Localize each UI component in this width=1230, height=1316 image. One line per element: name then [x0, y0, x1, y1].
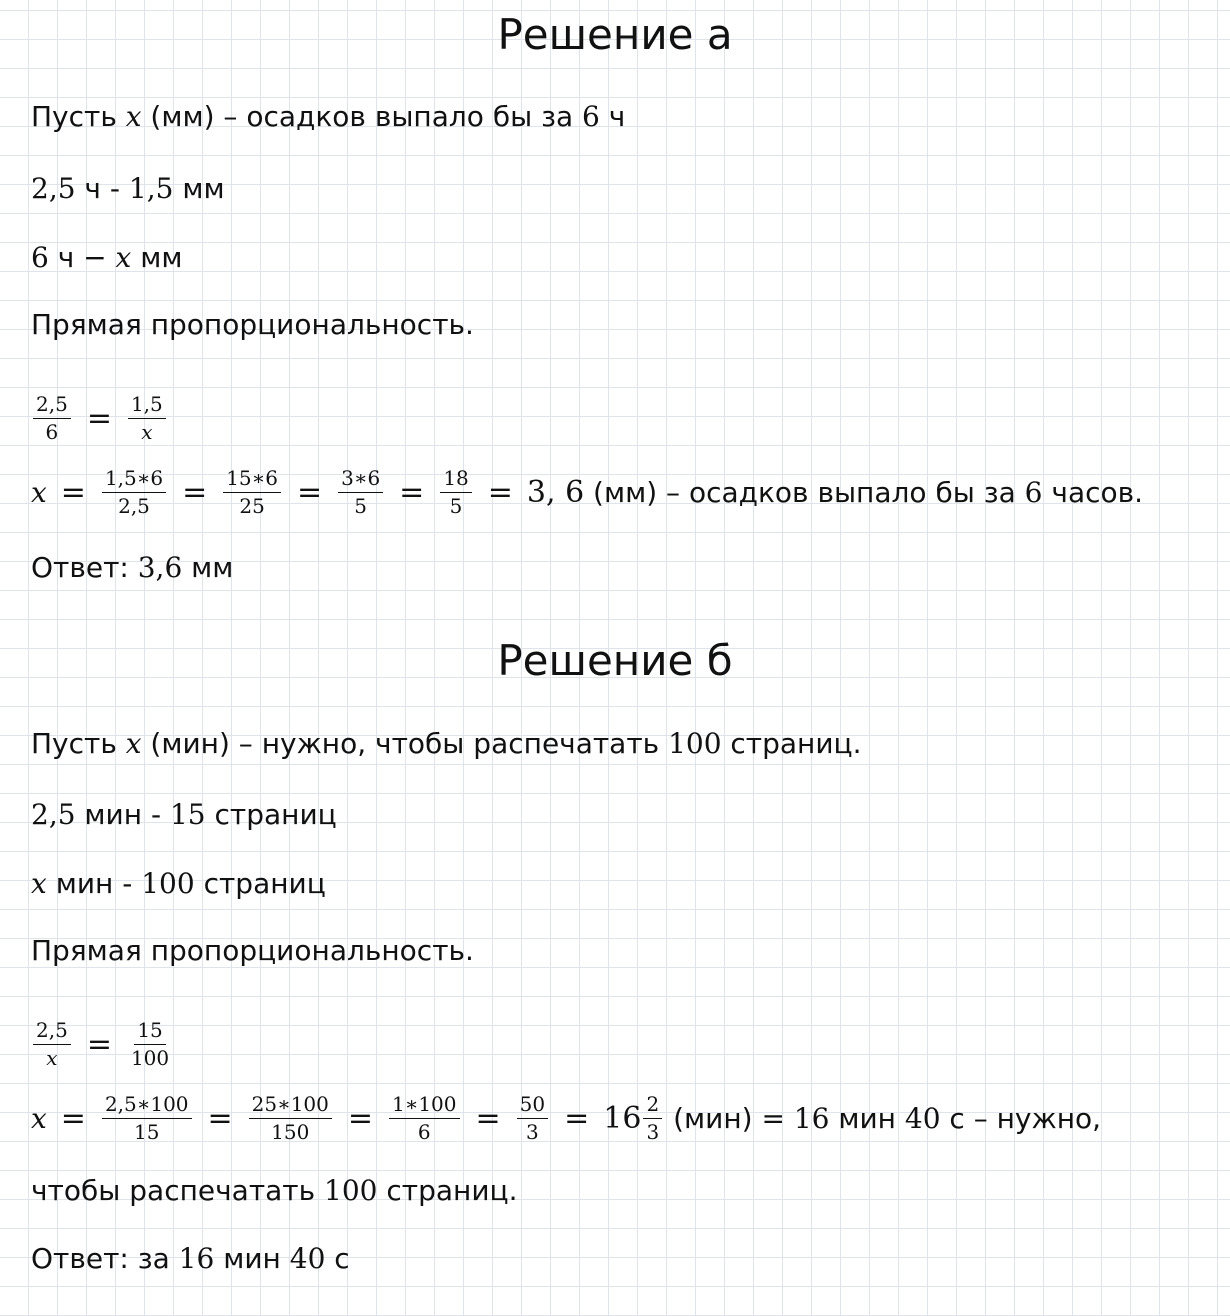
equals-sign: = — [487, 474, 513, 510]
numerator: 2,5∗100 — [102, 1093, 192, 1119]
numerator: 2,5 — [33, 1019, 71, 1045]
numerator: 1,5 — [128, 393, 166, 419]
text: мин - — [75, 798, 170, 831]
solution-equation-b — [31, 1086, 1101, 1150]
proportion-b — [31, 1012, 174, 1076]
numerator: 2 — [643, 1093, 662, 1119]
fraction — [389, 1093, 460, 1144]
heading-a: Решение а — [497, 10, 733, 59]
numerator: 25∗100 — [249, 1093, 332, 1119]
let-unit: страниц. — [721, 727, 862, 760]
value: 2,5 — [31, 798, 76, 831]
denominator: 15 — [134, 1119, 160, 1144]
numerator: 1,5∗6 — [102, 467, 166, 493]
answer-unit: мин — [214, 1242, 290, 1275]
answer-unit: с — [325, 1242, 350, 1275]
fraction — [33, 393, 71, 444]
value: 100 — [324, 1174, 378, 1207]
proportion-a — [31, 386, 168, 450]
fraction — [338, 467, 383, 518]
fraction — [128, 1019, 172, 1070]
denominator: 3 — [526, 1119, 539, 1144]
numerator: 18 — [440, 467, 471, 493]
variable-x: x — [31, 1101, 47, 1135]
result-text: мин — [829, 1101, 905, 1135]
numerator: 3∗6 — [338, 467, 383, 493]
denominator: 6 — [45, 419, 59, 444]
equals-sign: = — [296, 474, 323, 510]
let-number: 100 — [668, 727, 722, 760]
result-text: часов. — [1042, 475, 1144, 509]
value: 6 — [31, 241, 49, 274]
fraction — [517, 1093, 548, 1144]
equals-sign: = — [564, 1100, 590, 1136]
condition-row-2-a — [31, 241, 183, 274]
equals-sign: = — [207, 1100, 233, 1136]
denominator: 3 — [646, 1119, 660, 1144]
answer-label: Ответ: за — [31, 1242, 179, 1275]
fraction — [102, 467, 166, 518]
direct-proportion-a: Прямая пропорциональность. — [31, 308, 474, 341]
numerator: 2,5 — [33, 393, 71, 419]
numerator: 1∗100 — [389, 1093, 460, 1119]
result-text: с – нужно, — [940, 1101, 1102, 1135]
denominator: 2,5 — [118, 493, 150, 518]
fraction — [223, 467, 281, 518]
let-post: (мм) – осадков выпало бы за — [141, 100, 583, 133]
condition-row-2-b — [31, 867, 326, 900]
denominator: x — [46, 1045, 58, 1070]
heading-b: Решение б — [497, 636, 733, 685]
answer-unit: мм — [182, 551, 234, 584]
let-pre: Пусть — [31, 727, 126, 760]
equals-sign: = — [86, 1026, 112, 1062]
answer-label: Ответ: — [31, 551, 138, 584]
equals-sign: = — [347, 1100, 374, 1136]
fraction — [440, 467, 471, 518]
fraction — [128, 393, 166, 444]
denominator: 6 — [417, 1119, 431, 1144]
mixed-number-whole: 16 — [603, 1100, 642, 1136]
let-statement-a — [31, 100, 625, 133]
result-number: 16 — [793, 1101, 830, 1135]
text: страниц — [194, 867, 326, 900]
equals-sign: = — [60, 474, 86, 510]
equals-sign: = — [399, 474, 425, 510]
mixed-number-fraction — [643, 1093, 662, 1144]
value: 2,5 — [31, 172, 76, 205]
equals-sign: = — [60, 1100, 86, 1136]
denominator: 25 — [239, 493, 265, 518]
variable-x: x — [31, 867, 47, 900]
answer-value: 3,6 — [137, 551, 183, 584]
result-value: 3, 6 — [526, 474, 585, 510]
result-text: (мм) – осадков выпало бы за — [584, 475, 1025, 509]
value: 100 — [141, 867, 195, 900]
let-unit: ч — [599, 100, 626, 133]
denominator: x — [141, 419, 153, 444]
numerator: 50 — [517, 1093, 548, 1119]
denominator: 100 — [130, 1045, 170, 1070]
variable-x: x — [115, 241, 132, 274]
equals-sign: = — [86, 400, 112, 436]
value: 15 — [169, 798, 206, 831]
solution-equation-a — [31, 460, 1143, 524]
direct-proportion-b: Прямая пропорциональность. — [31, 934, 474, 967]
answer-value: 16 — [178, 1242, 215, 1275]
text: чтобы распечатать — [31, 1174, 325, 1207]
text: мин - — [46, 867, 142, 900]
let-pre: Пусть — [31, 100, 126, 133]
let-statement-b — [31, 727, 862, 760]
answer-a — [31, 551, 233, 584]
text: ч − — [48, 241, 116, 274]
answer-b — [31, 1242, 350, 1275]
numerator: 15∗6 — [223, 467, 281, 493]
fraction — [102, 1093, 192, 1144]
denominator: 5 — [354, 493, 368, 518]
text: мм — [173, 172, 225, 205]
text: ч - — [75, 172, 129, 205]
result-number: 6 — [1024, 475, 1043, 509]
fraction — [249, 1093, 332, 1144]
text: страниц. — [377, 1174, 518, 1207]
condition-row-1-a — [31, 172, 225, 205]
result-continuation-b — [31, 1174, 517, 1207]
denominator: 150 — [271, 1119, 310, 1144]
answer-value: 40 — [289, 1242, 326, 1275]
equals-sign: = — [475, 1100, 501, 1136]
value: 1,5 — [128, 172, 174, 205]
text: страниц — [205, 798, 337, 831]
fraction — [33, 1019, 71, 1070]
variable-x: x — [125, 100, 142, 133]
let-number: 6 — [582, 100, 600, 133]
variable-x: x — [125, 727, 142, 760]
numerator: 15 — [134, 1019, 165, 1045]
denominator: 5 — [449, 493, 463, 518]
equals-sign: = — [182, 474, 208, 510]
result-text: (мин) = — [664, 1101, 794, 1135]
text: мм — [131, 241, 183, 274]
variable-x: x — [31, 475, 47, 509]
condition-row-1-b — [31, 798, 337, 831]
let-post: (мин) – нужно, чтобы распечатать — [141, 727, 669, 760]
result-number: 40 — [904, 1101, 941, 1135]
